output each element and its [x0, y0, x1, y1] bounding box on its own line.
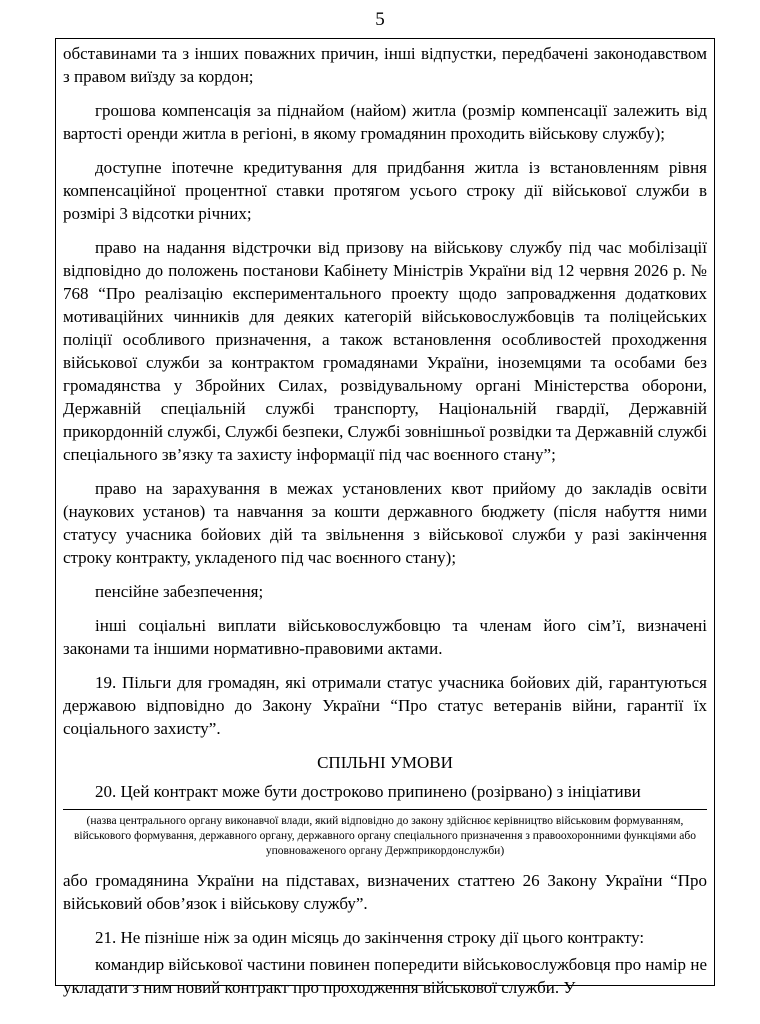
clause-20-continuation: або громадянина України на підставах, визначених статтею 26 Закону України “Про військовий обов’язок і військову службу”. — [63, 871, 707, 913]
clause-21-commander: командир військової частини повинен попередити військовослужбовця про намір не укладати з ним новий контракт про проходження військової служби. У — [63, 955, 707, 997]
fill-in-caption: (назва центрального органу виконавчої влади, який відповідно до закону здійснює керівництво військовим формуванням, військового формування, державного органу, державного органу спеціального призначення з правоохоронними функціями або уповноваженого органу Держприкордонслужби) — [73, 815, 697, 857]
paragraph-pension: пенсійне забезпечення; — [95, 582, 264, 601]
paragraph-housing-compensation: грошова компенсація за піднайом (найом) житла (розмір компенсації залежить від вартості оренди житла в регіоні, в якому громадянин проходить військову службу); — [63, 101, 707, 143]
paragraph-education: право на зарахування в межах установлених квот прийому до закладів освіти (наукових установ) та навчання за кошти державного бюджету (після набуття ними статусу учасника бойових дій та звільнення з військової служби у разі закінчення строку контракту, укладеного під час воєнного стану); — [63, 479, 707, 567]
section-heading: СПІЛЬНІ УМОВИ — [317, 753, 453, 772]
document-body — [63, 42, 707, 1010]
page-number: 5 — [375, 9, 385, 30]
paragraph-deferment: право на надання відстрочки від призову на військову службу під час мобілізації відповідно до положень постанови Кабінету Міністрів України від 12 червня 2026 р. № 768 “Про реалізацію експериментального проекту щодо запровадження додаткових мотиваційних чинників для деяких категорій військовослужбовців та поліцейських поліції особливого призначення, а також встановлення особливостей проходження військової служби за контрактом громадянами України, іноземцями та особами без громадянства у Збройних Силах, розвідувальному органі Міністерства оборони, Державній спеціальній службі транспорту, Національній гвардії, Державній прикордонній службі, Службі безпеки, Службі зовнішньої розвідки та Державній службі спеціального зв’язку та захисту інформації під час воєнного стану”; — [63, 238, 707, 464]
fill-in-line — [63, 809, 707, 810]
paragraph-social-payments: інші соціальні виплати військовослужбовцю та членам його сім’ї, визначені законами та іншими нормативно-правовими актами. — [63, 616, 707, 658]
paragraph-leave: обставинами та з інших поважних причин, інші відпустки, передбачені законодавством з правом виїзду за кордон; — [63, 44, 707, 86]
clause-21: 21. Не пізніше ніж за один місяць до закінчення строку дії цього контракту: — [95, 928, 645, 947]
paragraph-mortgage: доступне іпотечне кредитування для придбання житла із встановленням рівня компенсаційної процентної ставки протягом усього строку дії військової служби в розмірі 3 відсотки річних; — [63, 158, 707, 223]
clause-20: 20. Цей контракт може бути достроково припинено (розірвано) з ініціативи — [95, 782, 641, 801]
clause-19: 19. Пільги для громадян, які отримали статус учасника бойових дій, гарантуються державою відповідно до Закону України “Про статус ветеранів війни, гарантії їх соціального захисту”. — [63, 673, 707, 738]
